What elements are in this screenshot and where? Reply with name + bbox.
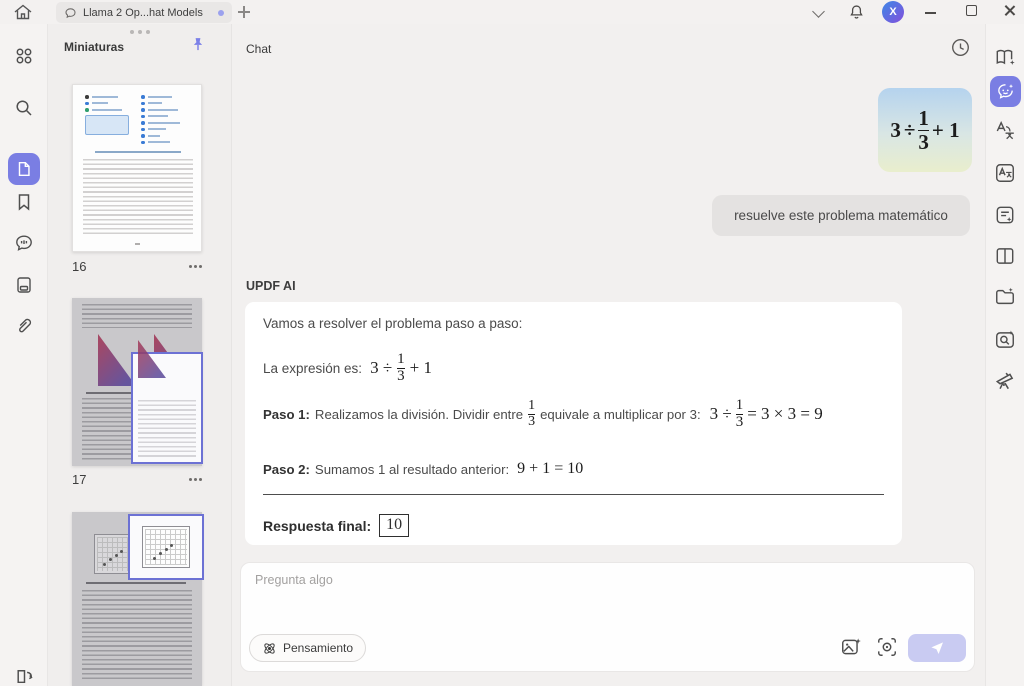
chat-panel: [232, 24, 985, 686]
home-button[interactable]: [12, 3, 34, 21]
ai-read-button[interactable]: [994, 46, 1016, 68]
thumbnail-page-17[interactable]: [72, 298, 202, 466]
translate-box-icon: [994, 162, 1016, 184]
chat-bubble-icon: [64, 7, 77, 19]
page-copy-icon: [14, 275, 34, 295]
ai-files-button[interactable]: [994, 286, 1016, 308]
comment-icon: [14, 233, 34, 253]
page-number-label: 16: [72, 258, 87, 274]
step2-math: 9 + 1 = 10: [517, 460, 584, 477]
page-number-label: 17: [72, 471, 87, 487]
pages-button[interactable]: [14, 275, 34, 295]
thumbnails-panel-title: Miniaturas: [64, 40, 125, 54]
response-step1-row: Paso 1: Realizamos la división. Dividir entre $\frac{1}{3}$ equivale a multiplicar por 3: 3 ÷ $\frac{1}{3}$ = 3 × 3 = 9: [263, 397, 823, 430]
step1-math: 3 ÷ $\frac{1}{3}$ = 3 × 3 = 9: [709, 397, 823, 430]
selection-region[interactable]: [131, 352, 203, 464]
ai-sender-name: UPDF AI: [246, 279, 296, 293]
comments-button[interactable]: [14, 233, 34, 253]
ai-chat-button-active[interactable]: [990, 76, 1021, 107]
search-icon: [14, 98, 34, 118]
search-box-sparkle-icon: [994, 329, 1016, 351]
thumbnail-page-16[interactable]: [72, 84, 202, 252]
titlebar: [0, 0, 1024, 24]
paperclip-icon: [14, 316, 34, 336]
selection-region[interactable]: [128, 514, 204, 580]
send-plane-icon: [929, 640, 945, 656]
thumbnails-panel: [48, 24, 232, 686]
user-text-message: resuelve este problema matemático: [712, 195, 970, 236]
left-toolbar: [0, 24, 48, 686]
page-organize-button[interactable]: [14, 665, 34, 685]
chat-smiley-sparkle-icon: [996, 82, 1015, 101]
user-avatar[interactable]: X: [882, 1, 904, 23]
image-sparkle-icon: [840, 636, 862, 658]
chat-history-button[interactable]: [950, 37, 971, 58]
user-image-message[interactable]: [878, 88, 972, 172]
send-button[interactable]: [908, 634, 966, 662]
response-final-row: [263, 514, 409, 537]
telescope-icon: [994, 370, 1016, 392]
atom-icon: [262, 641, 277, 656]
grid-menu-button[interactable]: [14, 46, 34, 66]
history-clock-icon: [950, 37, 971, 58]
thinking-label: Pensamiento: [283, 641, 354, 655]
explore-button[interactable]: [994, 370, 1016, 392]
thumb16-figure-left-column: [85, 95, 135, 135]
image-math-formula: 3 ÷ $\frac{1}{3}$ + 1: [890, 106, 960, 154]
final-answer-label: Respuesta final:: [263, 517, 372, 534]
book-sparkle-icon: [994, 46, 1016, 68]
page-icon: [15, 160, 33, 178]
ai-notes-button[interactable]: [994, 204, 1016, 226]
expression-math: 3 ÷ $\frac{1}{3}$ + 1: [370, 350, 432, 384]
document-translate-button[interactable]: [994, 162, 1016, 184]
home-icon: [12, 3, 34, 21]
new-tab-button[interactable]: [236, 4, 252, 20]
screenshot-button[interactable]: [876, 636, 898, 658]
notification-bell-button[interactable]: [848, 3, 865, 21]
pin-icon: [190, 36, 206, 53]
window-close-button[interactable]: [1003, 4, 1016, 17]
flip-pages-icon: [14, 665, 35, 686]
ai-search-button[interactable]: [994, 329, 1016, 351]
thumbnail-more-button[interactable]: [189, 478, 192, 481]
chat-input[interactable]: [255, 573, 955, 625]
thumbnails-button-active[interactable]: [8, 153, 40, 185]
attachments-button[interactable]: [14, 316, 34, 336]
thumbnail-more-button[interactable]: [189, 265, 192, 268]
tab-title: Llama 2 Op...hat Models: [83, 6, 203, 19]
grid-icon: [14, 46, 34, 66]
translate-button[interactable]: [994, 120, 1016, 142]
folder-sparkle-icon: [994, 286, 1016, 308]
note-sparkle-icon: [994, 204, 1016, 226]
final-answer-value: 10: [379, 514, 409, 537]
thumbnail-page-18[interactable]: [72, 512, 202, 680]
translate-icon: [994, 120, 1016, 142]
insert-image-button[interactable]: [840, 636, 862, 658]
chat-header-title: Chat: [246, 42, 272, 56]
response-expression-row: [263, 344, 432, 392]
bookmarks-button[interactable]: [14, 192, 34, 212]
pin-panel-button[interactable]: [190, 36, 206, 53]
camera-scan-icon: [876, 636, 898, 658]
document-tab[interactable]: [56, 2, 232, 23]
ai-response-card: [245, 302, 902, 545]
right-toolbar: [985, 24, 1024, 686]
reader-mode-button[interactable]: [994, 245, 1016, 267]
thinking-toggle-button[interactable]: [249, 634, 366, 662]
bookmark-icon: [14, 192, 34, 212]
chevron-down-icon[interactable]: [812, 5, 825, 18]
open-book-icon: [994, 245, 1016, 267]
unsaved-indicator-dot: [218, 10, 224, 16]
search-button[interactable]: [14, 98, 34, 118]
response-intro: Vamos a resolver el problema paso a paso:: [263, 316, 523, 331]
thumb16-figure-right-column: [141, 95, 193, 147]
expression-label: La expresión es:: [263, 360, 363, 376]
chat-input-container: [240, 562, 975, 672]
panel-drag-handle[interactable]: [130, 30, 134, 34]
response-divider: [263, 494, 884, 495]
window-minimize-button[interactable]: [925, 12, 936, 14]
window-maximize-button[interactable]: [966, 5, 977, 16]
bell-icon: [848, 3, 865, 21]
response-step2-row: Paso 2: Sumamos 1 al resultado anterior: 9 + 1 = 10: [263, 460, 584, 477]
